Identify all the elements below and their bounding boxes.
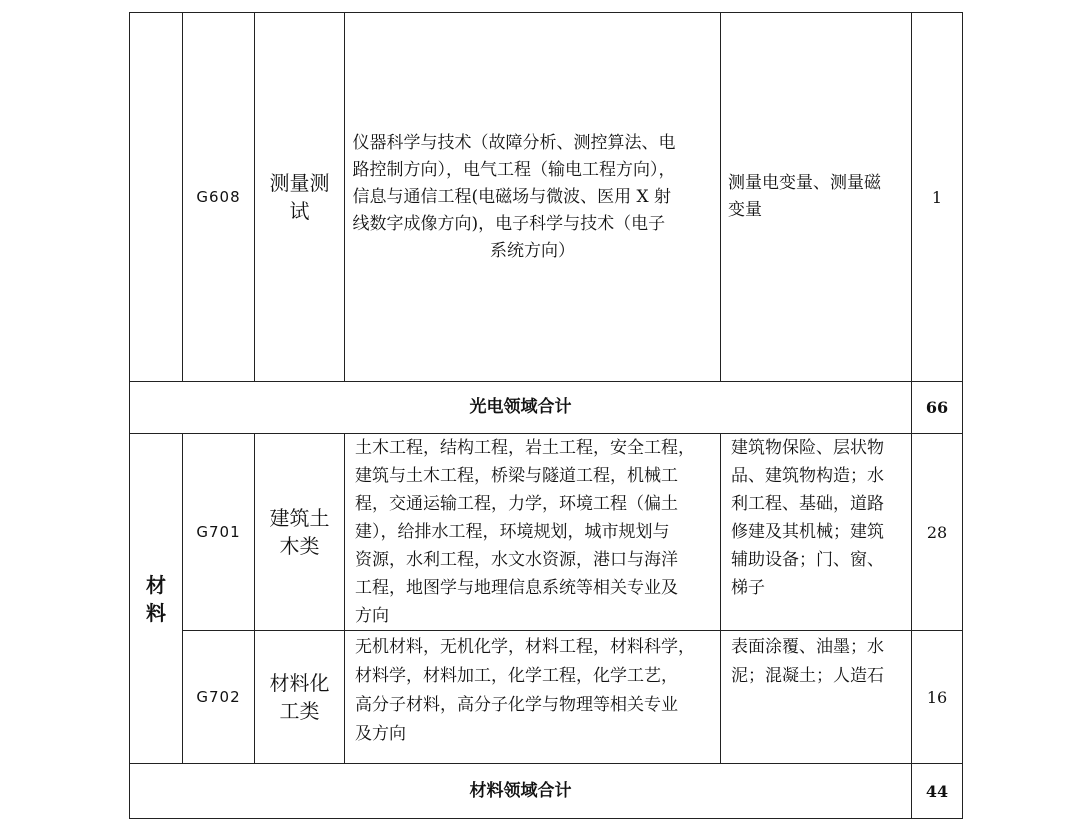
g608-majors-line-3: 信息与通信工程(电磁场与微波、医用 X 射	[352, 186, 672, 207]
materials-domain-line-1: 材	[146, 572, 166, 597]
g608-code: G608	[196, 187, 241, 206]
optoelectronic-total-label: 光电领域合计	[469, 397, 572, 417]
g702-category	[270, 669, 330, 725]
g702-fields-line-2: 泥；混凝土；人造石	[731, 666, 884, 686]
g701-category	[270, 504, 330, 560]
g608-category-cell	[255, 13, 344, 381]
g608-majors-line-1: 仪器科学与技术（故障分析、测控算法、电	[352, 132, 676, 153]
g701-code: G701	[196, 522, 241, 541]
g608-fields-cell	[721, 13, 911, 381]
materials-total-label-cell	[130, 764, 911, 818]
g702-majors	[355, 633, 715, 749]
g701-majors-line-5: 资源，水利工程，水文水资源，港口与海洋	[355, 550, 678, 570]
materials-total-count: 44	[925, 781, 949, 801]
g701-majors	[355, 434, 715, 630]
g701-fields-line-4: 修建及其机械；建筑	[731, 522, 884, 542]
optoelectronic-total-count-cell	[912, 382, 962, 433]
g701-count-cell	[912, 434, 962, 630]
g701-category-cell	[255, 434, 344, 630]
materials-domain-cell	[130, 434, 182, 763]
g701-majors-line-3: 程，交通运输工程，力学，环境工程（偏土	[355, 494, 678, 514]
g608-majors-line-2: 路控制方向），电气工程（输电工程方向），	[352, 159, 676, 180]
g608-majors-line-4: 线数字成像方向)，电子科学与技术（电子	[352, 213, 666, 234]
g608-majors-cell	[345, 13, 720, 381]
materials-total-label: 材料领域合计	[469, 780, 572, 801]
g701-fields-cell	[721, 434, 911, 630]
g702-code-cell	[183, 631, 254, 763]
table-border-bottom	[129, 818, 963, 819]
materials-total-count-cell	[912, 764, 962, 818]
g608-majors-line-5: 系统方向）	[490, 240, 575, 261]
g702-count-cell	[912, 631, 962, 763]
g701-fields-line-5: 辅助设备；门、窗、	[731, 550, 884, 570]
g701-majors-cell	[345, 434, 720, 630]
g702-count: 16	[926, 687, 948, 707]
g702-category-line-1: 材料化	[269, 671, 330, 695]
g702-majors-line-2: 材料学，材料加工，化学工程，化学工艺，	[355, 666, 678, 686]
g702-majors-line-4: 及方向	[355, 724, 406, 744]
materials-domain	[146, 571, 166, 627]
g701-category-line-2: 木类	[279, 534, 320, 558]
g702-fields	[731, 633, 907, 691]
g701-category-line-1: 建筑土	[269, 506, 330, 530]
optoelectronic-total-count: 66	[925, 398, 949, 417]
g608-category	[270, 169, 330, 225]
g701-majors-line-2: 建筑与土木工程，桥梁与隧道工程，机械工	[355, 466, 678, 486]
g702-category-cell	[255, 631, 344, 763]
g702-category-line-2: 工类	[279, 699, 320, 723]
g701-fields-line-3: 利工程、基础，道路	[731, 494, 884, 514]
g702-code: G702	[196, 687, 241, 706]
g701-fields	[731, 434, 907, 602]
g608-category-line-2: 试	[289, 199, 310, 223]
g608-count: 1	[931, 187, 943, 207]
g701-majors-line-6: 工程，地图学与地理信息系统等相关专业及	[355, 578, 678, 598]
g701-majors-line-4: 建），给排水工程，环境规划，城市规划与	[355, 522, 670, 542]
materials-domain-line-2: 料	[146, 600, 166, 625]
g608-fields-line-2: 变量	[728, 200, 762, 220]
g701-fields-line-2: 品、建筑物构造；水	[731, 466, 884, 486]
g701-majors-line-1: 土木工程，结构工程，岩土工程，安全工程，	[355, 438, 695, 458]
g608-majors	[353, 130, 713, 265]
g608-fields	[728, 170, 904, 224]
g608-category-line-1: 测量测	[269, 171, 330, 195]
g702-majors-line-3: 高分子材料，高分子化学与物理等相关专业	[355, 695, 678, 715]
g608-fields-line-1: 测量电变量、测量磁	[728, 173, 881, 193]
g702-majors-line-1: 无机材料，无机化学，材料工程，材料科学，	[355, 637, 695, 657]
g701-count: 28	[926, 522, 948, 542]
g702-majors-cell	[345, 631, 720, 763]
optoelectronic-total-label-cell	[130, 382, 911, 433]
g701-code-cell	[183, 434, 254, 630]
table-border-right	[962, 12, 963, 819]
g608-count-cell	[912, 13, 962, 381]
g608-code-cell	[183, 13, 254, 381]
g701-fields-line-1: 建筑物保险、层状物	[731, 438, 884, 458]
g702-fields-cell	[721, 631, 911, 763]
g701-fields-line-6: 梯子	[731, 578, 765, 598]
g702-fields-line-1: 表面涂覆、油墨；水	[731, 637, 884, 657]
g701-majors-line-7: 方向	[355, 606, 389, 626]
